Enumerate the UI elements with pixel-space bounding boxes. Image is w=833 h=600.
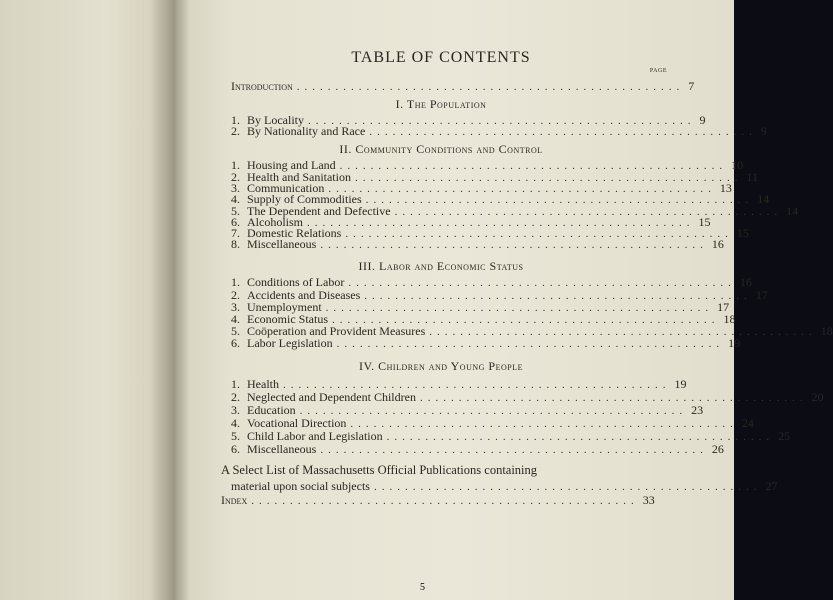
toc-entry-label: Child Labor and Legislation <box>247 429 383 443</box>
toc-entry-label: Housing and Land <box>247 158 336 172</box>
toc-entry <box>231 275 752 289</box>
toc-entry-page: 7 <box>688 79 695 93</box>
leader-dots: .................................................. <box>348 277 736 289</box>
toc-entry-label: Neglected and Dependent Children <box>247 390 416 404</box>
toc-entry-label: By Nationality and Race <box>247 124 366 138</box>
toc-entry <box>231 416 754 430</box>
leader-dots: .................................................. <box>373 481 762 493</box>
leader-dots: .................................................. <box>419 392 808 404</box>
toc-entry-number: 2. <box>231 390 240 404</box>
toc-entry-label: Conditions of Labor <box>247 275 345 289</box>
toc-entry-page: 19 <box>674 377 687 391</box>
toc-entry-page: 19 <box>728 336 741 350</box>
toc-entry-label: Miscellaneous <box>247 237 317 251</box>
toc-entry-page: 14 <box>757 192 770 206</box>
leader-dots: .................................................. <box>364 290 752 302</box>
toc-entry-page: 13 <box>719 181 732 195</box>
toc-entry-number: 3. <box>231 181 240 195</box>
toc-entry-number: 4. <box>231 416 240 430</box>
toc-entry-page: 26 <box>711 442 724 456</box>
toc-entry-number: 6. <box>231 442 240 456</box>
toc-entry-number: 1. <box>231 158 240 172</box>
section-heading: IV. Children and Young People <box>359 359 523 373</box>
toc-entry-label: Accidents and Diseases <box>247 288 361 302</box>
toc-entry-page: 15 <box>736 226 749 240</box>
page-column-header: PAGE <box>649 68 667 74</box>
toc-entry-page: 33 <box>642 493 655 507</box>
toc-entry <box>231 442 724 456</box>
toc-entry-page: 24 <box>741 416 754 430</box>
toc-entry-number: 2. <box>231 124 240 138</box>
leader-dots: .................................................. <box>369 126 757 138</box>
toc-entry-label: Vocational Direction <box>247 416 347 430</box>
leader-dots: .................................................. <box>345 228 733 240</box>
leader-dots: .................................................. <box>394 206 783 218</box>
leader-dots: .................................................. <box>339 160 728 172</box>
toc-entry-label: Miscellaneous <box>247 442 317 456</box>
leader-dots: .................................................. <box>325 302 714 314</box>
toc-entry-label: Domestic Relations <box>247 226 342 240</box>
toc-entry-page: 10 <box>731 158 744 172</box>
toc-entry-page: 11 <box>746 170 759 184</box>
toc-entry-number: 4. <box>231 312 240 326</box>
toc-entry-number: 2. <box>231 288 240 302</box>
toc-entry-number: 5. <box>231 429 240 443</box>
toc-entry <box>231 429 791 443</box>
toc-entry-label: Alcoholism <box>247 215 303 229</box>
toc-entry-label: material upon social subjects <box>231 479 370 493</box>
toc-entry-number: 1. <box>231 377 240 391</box>
section-heading: I. The Population <box>395 97 487 111</box>
toc-entry-select-list <box>231 479 778 493</box>
toc-entry-page: 9 <box>699 113 706 127</box>
section-heading: II. Community Conditions and Control <box>339 142 543 156</box>
toc-entry-label: Coöperation and Provident Measures <box>247 324 426 338</box>
toc-entry-page: 17 <box>755 288 768 302</box>
page-number: 5 <box>420 582 425 593</box>
leader-dots: .................................................. <box>332 314 720 326</box>
toc-entry-number: 6. <box>231 215 240 229</box>
toc-entry-page: 18 <box>723 312 736 326</box>
leader-dots: .................................................. <box>320 239 708 251</box>
toc-entry-number: 7. <box>231 226 240 240</box>
toc-entry <box>231 237 724 251</box>
toc-entry-page: 16 <box>711 237 724 251</box>
toc-entry-number: 5. <box>231 204 240 218</box>
toc-entry-number: 6. <box>231 336 240 350</box>
toc-entry-label: Introduction <box>231 79 293 93</box>
toc-entry-label: Economic Status <box>247 312 328 326</box>
toc-entry-page: 16 <box>739 275 752 289</box>
leader-dots: .................................................. <box>320 444 708 456</box>
toc-entry <box>231 390 824 404</box>
toc-entry-page: 25 <box>778 429 791 443</box>
toc-entry <box>231 403 704 417</box>
page-title: TABLE OF CONTENTS <box>351 49 531 66</box>
toc-entry-number: 3. <box>231 300 240 314</box>
toc-entry <box>231 377 687 391</box>
leader-dots: .................................................. <box>354 172 743 184</box>
toc-entry-number: 2. <box>231 170 240 184</box>
toc-entry <box>231 124 767 138</box>
toc-entry-label: By Locality <box>247 113 304 127</box>
select-list-line1: A Select List of Massachusetts Official Publications containing <box>221 463 538 477</box>
book-gutter <box>150 0 190 600</box>
toc-entry-page: 17 <box>717 300 730 314</box>
toc-entry-page: 23 <box>691 403 704 417</box>
toc-entry-label: The Dependent and Defective <box>247 204 391 218</box>
section-heading: III. Labor and Economic Status <box>358 259 524 273</box>
toc-entry-number: 8. <box>231 237 240 251</box>
toc-entry <box>231 336 741 350</box>
toc-entry-number: 1. <box>231 275 240 289</box>
toc-entry-label: Health and Sanitation <box>247 170 351 184</box>
toc-entry-label: Unemployment <box>247 300 322 314</box>
toc-entry-number: 1. <box>231 113 240 127</box>
leader-dots: .................................................. <box>365 194 754 206</box>
toc-entry-label: Health <box>247 377 279 391</box>
toc-entry-label: Index <box>221 493 248 507</box>
toc-entry-page: 20 <box>811 390 824 404</box>
toc-entry-page: 9 <box>760 124 767 138</box>
toc-entry-index <box>221 493 655 507</box>
leader-dots: .................................................. <box>283 379 671 391</box>
right-page <box>176 0 833 600</box>
toc-entry-page: 18 <box>820 324 833 338</box>
toc-entry-number: 4. <box>231 192 240 206</box>
leader-dots: .................................................. <box>429 326 817 338</box>
leader-dots: .................................................. <box>251 495 639 507</box>
toc-entry-introduction <box>231 79 695 93</box>
leader-dots: .................................................. <box>308 115 696 127</box>
leader-dots: .................................................. <box>296 81 685 93</box>
toc-entry-number: 3. <box>231 403 240 417</box>
toc-entry-number: 5. <box>231 324 240 338</box>
leader-dots: .................................................. <box>386 431 775 443</box>
toc-entry-page: 27 <box>765 479 778 493</box>
leader-dots: .................................................. <box>307 217 695 229</box>
leader-dots: .................................................. <box>350 418 738 430</box>
toc-entry-label: Communication <box>247 181 325 195</box>
toc-entry-label: Education <box>247 403 296 417</box>
leader-dots: .................................................. <box>328 183 716 195</box>
toc-entry-label: Supply of Commodities <box>247 192 362 206</box>
leader-dots: .................................................. <box>336 338 725 350</box>
leader-dots: .................................................. <box>299 405 688 417</box>
toc-entry-page: 15 <box>698 215 711 229</box>
toc-entry-page: 14 <box>786 204 799 218</box>
toc-entry-label: Labor Legislation <box>247 336 333 350</box>
